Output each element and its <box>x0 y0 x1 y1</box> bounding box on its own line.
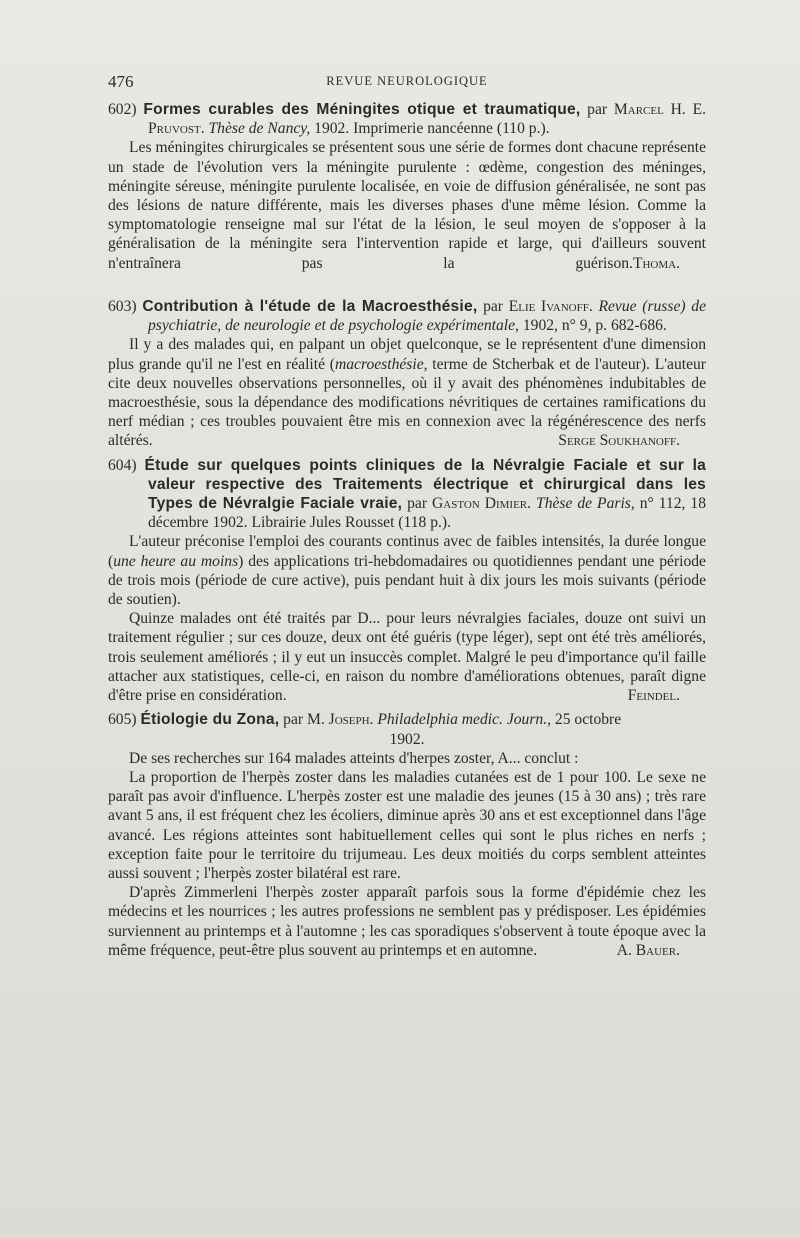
par-text: par M. <box>279 711 329 729</box>
entry-signature: Thoma. <box>632 254 680 272</box>
entry-body <box>108 883 706 960</box>
entry-publication: 1902. Imprimerie nancéenne (110 p.). <box>310 120 550 138</box>
entry-number: 605) <box>108 711 137 729</box>
entry-number: 603) <box>108 298 137 316</box>
review-entry-604 <box>108 456 706 706</box>
entry-body <box>108 532 706 609</box>
page-header <box>108 72 706 94</box>
entry-number: 602) <box>108 101 137 118</box>
entry-author: Joseph <box>328 711 370 729</box>
entry-body <box>108 609 706 705</box>
body-text: L'auteur préconise l'emploi des courants continus avec de faibles intensités, la durée longue ( <box>108 533 706 570</box>
entry-author: Gaston Dimier <box>432 495 528 513</box>
separator: . <box>527 495 537 513</box>
entry-body <box>108 138 706 292</box>
entry-publication: 1902, n° 9, p. 682-686. <box>518 317 667 335</box>
body-emphasis: une heure au moins <box>113 552 239 570</box>
entry-title: Formes curables des Méningites otique et traumatique, <box>143 101 581 118</box>
entry-heading <box>108 710 706 729</box>
body-text: Il y a des malades qui, en palpant un objet quelconque, se le représentent d'une dimension plus grande qu'il ne l'est en réalité ( <box>108 336 706 373</box>
entry-source: Thèse de Nancy, <box>208 120 311 138</box>
entry-title: Étude sur quelques points cliniques de la Névralgie Faciale et sur la valeur respective des Traitements électrique et chirurgical dans les Types de Névralgie Faciale vraie, <box>144 456 706 513</box>
body-text: Les méningites chirurgicales se présentent sous une série de formes dont chacune représente un stade de l'évolution vers la méningite purulente : œdème, congestion des méninges, méningite séreuse, méningite purulente localisée, en voie de diffusion généralisée, ne sont pas des lésions de nature différente, mais les diverses phases d'une même lésion. Comme la symptomatologie renseigne mal sur l'état de la lésion, le seul moyen de s'opposer à la généralisation de la méningite sera l'intervention rapide et large, qui d'ailleurs souvent n'entraînera pas la guérison. <box>108 139 706 272</box>
entry-body: De ses recherches sur 164 malades atteints d'herpes zoster, A... conclut : <box>129 749 579 767</box>
page-content <box>108 100 706 965</box>
review-entry-603 <box>108 297 706 451</box>
separator: . <box>369 711 378 729</box>
entry-number: 604) <box>108 456 137 474</box>
review-entry-602 <box>108 100 706 292</box>
entry-body: La proportion de l'herpès zoster dans les maladies cutanées est de 1 pour 100. Le sexe ne paraît pas avoir d'influence. L'herpès zoster est une maladie des jeunes (15 à 30 ans) ; très rare avant 5 ans, il est fréquent chez les écoliers, diminue après 30 ans et est exceptionnel dans l'âge avancé. Les régions atteintes sont habituellement celles qui sont le plus riches en nerfs ; exception faite pour le territoire du trijumeau. Les deux moitiés du corps semblent atteintes aussi souvent ; l'herpès zoster bilatéral est rare. <box>108 768 706 882</box>
running-head: REVUE NEUROLOGIQUE <box>326 74 488 88</box>
entry-date: 1902. <box>389 730 425 748</box>
entry-source: Thèse de Paris, <box>536 495 635 513</box>
par-text: par <box>580 101 614 118</box>
entry-heading <box>108 100 706 138</box>
entry-title: Contribution à l'étude de la Macroesthésie, <box>142 298 478 316</box>
body-term: macroesthésie, <box>334 355 428 373</box>
par-text: par <box>477 298 509 316</box>
body-text: terme de Stcherbak et de l'auteur). L'auteur cite deux nouvelles observations personnelles, où il y avait des phénomènes indubitables de macroesthésie, sous la dépendance des modifications névritiques de certaines ramifications du nerf médian ; ces troubles pouvaient être mis en connexion avec la régénérescence des nerfs altérés. <box>108 355 706 450</box>
separator: . <box>588 298 599 316</box>
entry-publication: n° 112, 18 décembre 1902. Librairie Jules Rousset (118 p.). <box>148 495 706 532</box>
body-text: Quinze malades ont été traités par D... pour leurs névralgies faciales, douze ont suivi un traitement régulier ; sur ces douze, deux ont été guéris (type léger), sept ont été très améliorés, trois seulement améliorés ; il y eut un insuccès complet. Malgré le peu d'importance qu'il faille attacher aux statistiques, celle-ci, en raison du nombre d'améliorations obtenues, paraît digne d'être prise en considération. <box>108 610 706 705</box>
par-text: par <box>402 495 433 513</box>
entry-author: Elie Ivanoff <box>508 298 589 316</box>
entry-body <box>108 335 706 450</box>
entry-signature: Feindel. <box>627 687 680 705</box>
separator: . <box>200 120 209 138</box>
entry-heading <box>108 456 706 533</box>
page-number: 476 <box>108 72 134 91</box>
entry-author: Marcel H. E. Pruvost <box>148 101 706 138</box>
entry-publication: 25 octobre <box>551 711 622 729</box>
body-text: ) des applications tri-hebdomadaires ou quotidiennes pendant une période de trois mois (période de cure active), puis pendant huit à dix jours les mois suivants (période de soutien). <box>108 552 706 609</box>
entry-heading <box>108 297 706 335</box>
entry-source: Revue (russe) de psychiatrie, de neurologie et de psychologie expérimentale, <box>148 298 706 335</box>
review-entry-605 <box>108 710 706 960</box>
entry-signature: A. Bauer. <box>616 941 680 959</box>
entry-signature: Serge Soukhanoff. <box>558 432 680 450</box>
body-text: D'après Zimmerleni l'herpès zoster apparaît parfois sous la forme d'épidémie chez les médecins et les nourrices ; les autres professions ne semblent pas y prédisposer. Les épidémies surviennent au printemps et à l'automne ; les cas sporadiques s'observent à toute époque avec la même fréquence, peut-être plus souvent au printemps et en automne. <box>108 884 706 959</box>
entry-source: Philadelphia medic. Journ., <box>377 711 552 729</box>
entry-title: Étiologie du Zona, <box>140 711 280 729</box>
